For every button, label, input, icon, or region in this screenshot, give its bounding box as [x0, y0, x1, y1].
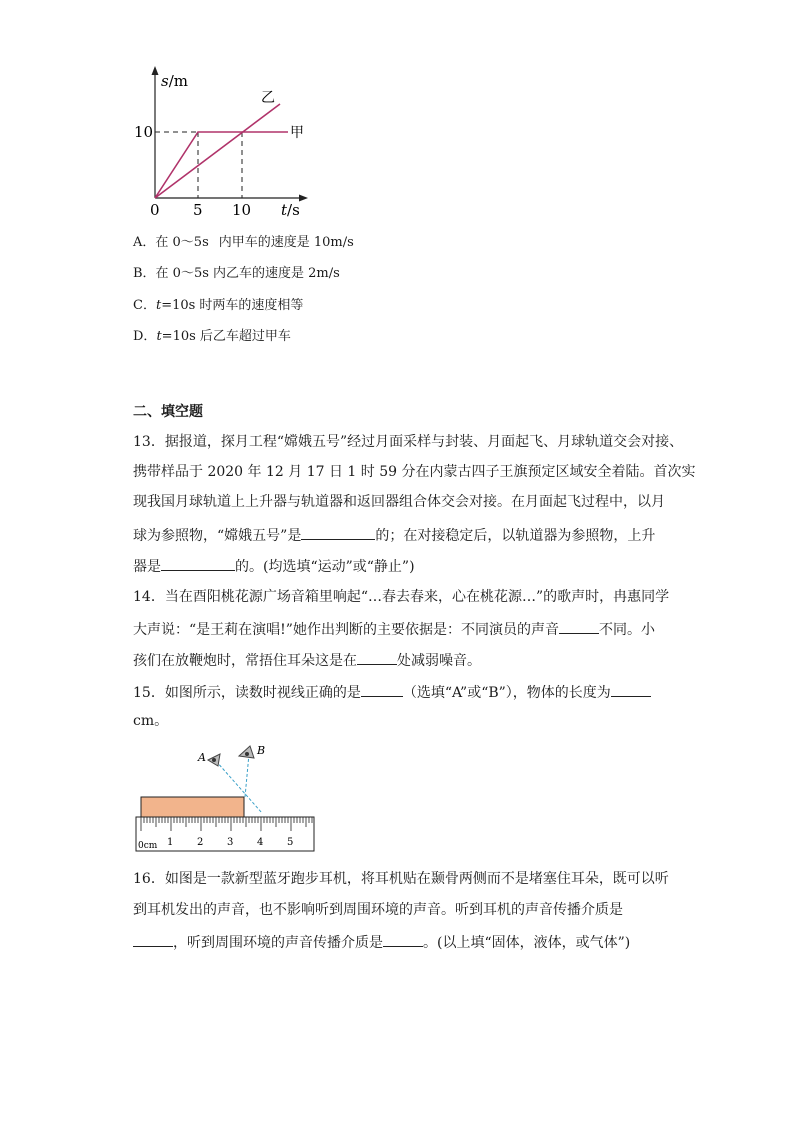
q13-line4-a: 球为参照物，“嫦娥五号”是	[133, 528, 302, 544]
q14-line1: 14．当在酉阳桃花源广场音箱里响起“…春去春来，心在桃花源…”的歌声时，冉惠同学	[133, 589, 670, 605]
q15-blank2[interactable]	[611, 681, 651, 697]
q13-blank1[interactable]	[301, 524, 375, 540]
x-tick-10: 10	[232, 201, 252, 219]
line-yi	[155, 104, 280, 198]
q15-line2: cm。	[133, 713, 169, 729]
q13-line4-b: 的；在对接稳定后，以轨道器为参照物，上升	[375, 528, 656, 544]
option-a-text: 内甲车的速度是 10m/s	[218, 235, 354, 250]
option-b: B．在 0～5s 内乙车的速度是 2m/s	[133, 266, 340, 281]
option-c-letter: C．	[133, 298, 156, 313]
x-tick-5: 5	[193, 201, 203, 219]
option-d-letter: D．	[133, 329, 157, 344]
q14-line2	[133, 618, 655, 640]
q14-blank2[interactable]	[357, 649, 397, 665]
q16-line3	[133, 931, 630, 953]
q15-line1-b: （选填“A”或“B”），物体的长度为	[402, 685, 611, 701]
q13-line4	[133, 524, 655, 546]
ruler-tick-4: 4	[257, 837, 264, 848]
y-axis-label: s/m	[161, 72, 188, 90]
eye-b-icon	[239, 746, 254, 758]
option-c-text: =10s 时两车的速度相等	[161, 298, 304, 313]
option-d	[133, 328, 291, 346]
q13-line5-b: 的。(均选填“运动”或“静止”)	[235, 559, 415, 575]
q14-line2-b: 不同。小	[598, 622, 655, 638]
label-yi: 乙	[261, 90, 275, 106]
x-axis-label: t/s	[281, 201, 300, 219]
y-tick-10: 10	[134, 123, 154, 141]
line-jia	[155, 132, 288, 198]
q13-line5	[133, 555, 415, 577]
q16-line3-a: ，听到周围环境的声音传播介质是	[173, 935, 383, 951]
label-b: B	[257, 744, 266, 757]
q13-blank2[interactable]	[161, 555, 235, 571]
q16-blank1[interactable]	[133, 931, 173, 947]
q16-line3-b: 。(以上填“固体，液体，或气体”)	[423, 935, 631, 951]
label-a: A	[198, 751, 206, 764]
measured-block	[141, 797, 244, 817]
q15-line1-a: 15．如图所示，读数时视线正确的是	[133, 685, 361, 701]
q13-line5-a: 器是	[133, 559, 161, 575]
section-title: 二、填空题	[133, 404, 203, 420]
option-a	[133, 234, 354, 252]
q14-blank1[interactable]	[559, 618, 599, 634]
y-axis-arrow	[152, 66, 159, 75]
option-d-text: =10s 后乙车超过甲车	[161, 329, 291, 344]
option-c	[133, 297, 303, 315]
q14-line3-b: 处减弱噪音。	[397, 653, 481, 669]
q13-line3: 现我国月球轨道上上升器与轨道器和返回器组合体交会对接。在月面起飞过程中，以月	[133, 494, 665, 510]
q16-line1: 16．如图是一款新型蓝牙跑步耳机，将耳机贴在颞骨两侧而不是堵塞住耳朵，既可以听	[133, 871, 669, 887]
ruler-tick-5: 5	[287, 837, 294, 848]
q14-line3-a: 孩们在放鞭炮时，常捂住耳朵这是在	[133, 653, 357, 669]
ruler-tick-2: 2	[197, 837, 204, 848]
q16-blank2[interactable]	[383, 931, 423, 947]
s-t-graph	[130, 60, 310, 220]
option-c-var: t	[155, 298, 162, 313]
sight-line-b	[245, 754, 249, 797]
origin-label: 0	[150, 201, 160, 219]
q13-line1: 13．据报道，探月工程“嫦娥五号”经过月面采样与封装、月面起飞、月球轨道交会对接、	[133, 434, 684, 450]
q15-blank1[interactable]	[361, 681, 403, 697]
q14-line2-a: 大声说：“是王莉在演唱!”她作出判断的主要依据是：不同演员的声音	[133, 622, 559, 638]
q13-line2: 携带样品于 2020 年 12 月 17 日 1 时 59 分在内蒙古四子王旗预定区域安全着陆。首次实	[133, 464, 696, 480]
ruler-tick-1: 1	[167, 837, 174, 848]
x-axis-arrow	[299, 195, 308, 202]
label-jia: 甲	[290, 125, 304, 141]
ruler-figure	[134, 738, 324, 856]
q16-line2: 到耳机发出的声音，也不影响听到周围环境的声音。听到耳机的声音传播介质是	[133, 902, 623, 918]
ruler-zero-label: 0cm	[138, 841, 158, 851]
option-a-prefix: A．在 0～5s	[133, 235, 209, 250]
eye-a-icon	[208, 754, 220, 766]
q14-line3	[133, 649, 481, 671]
option-d-var: t	[156, 329, 162, 344]
ruler-tick-3: 3	[227, 837, 234, 848]
q15-line1	[133, 681, 651, 703]
